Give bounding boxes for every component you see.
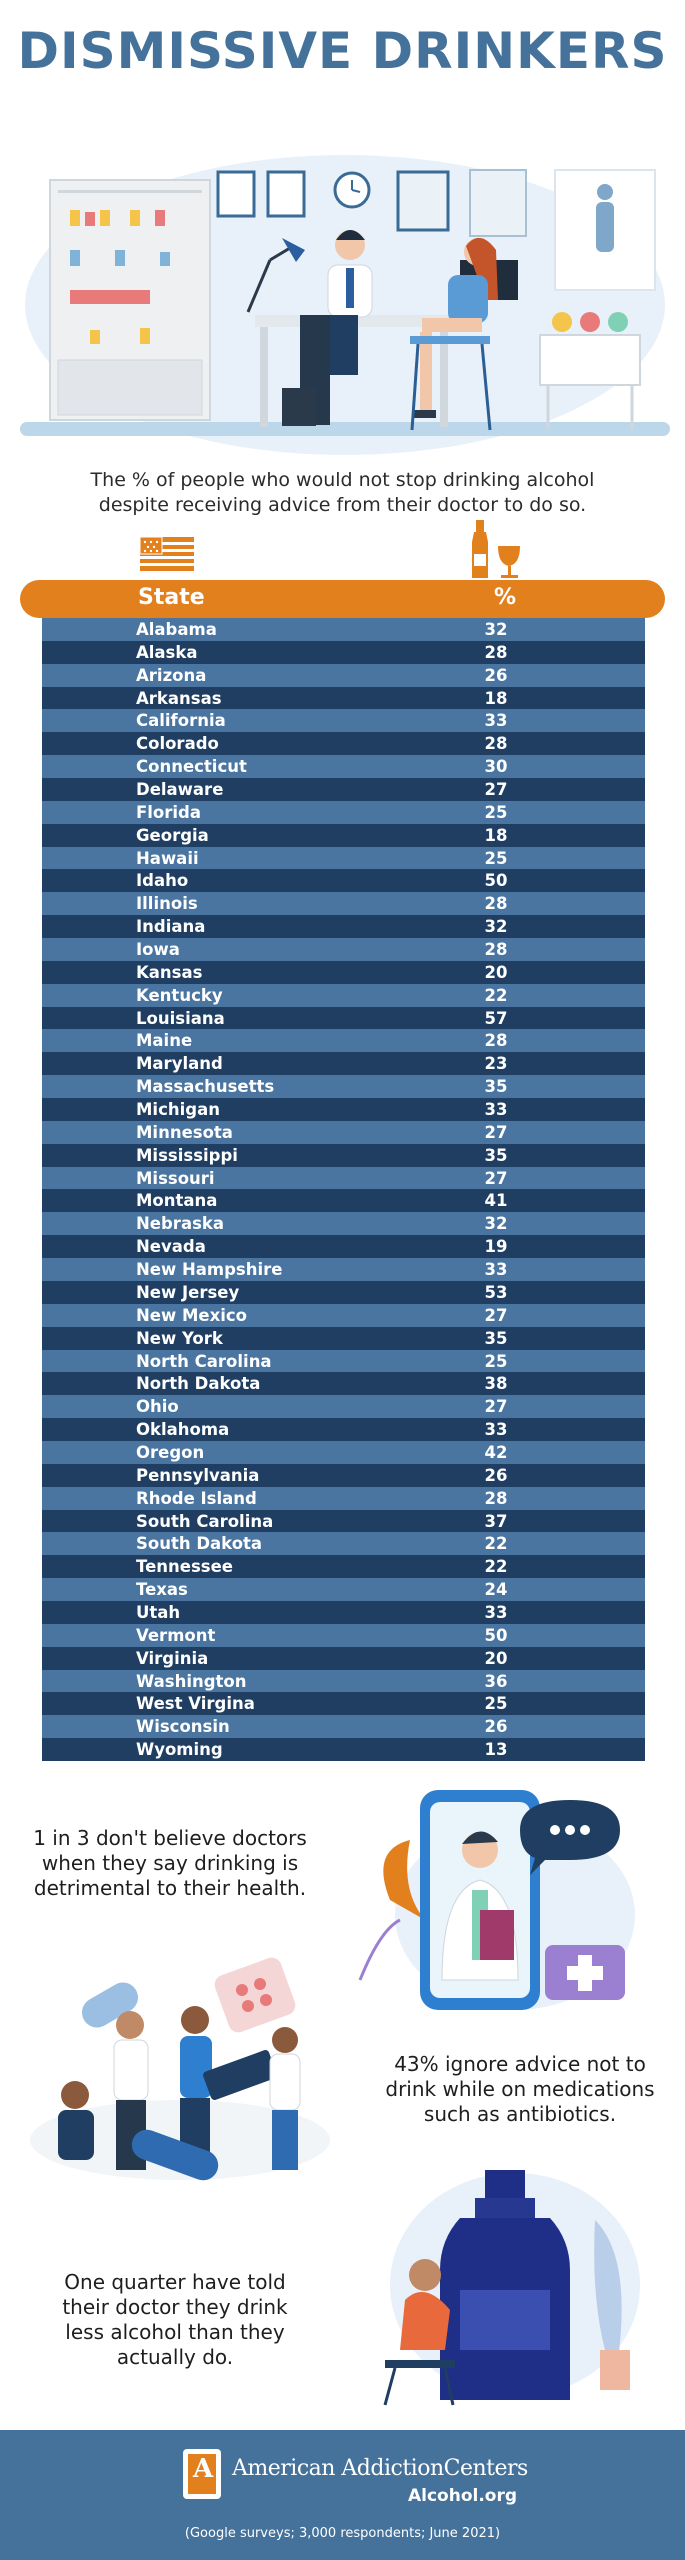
state-name: Georgia bbox=[136, 825, 209, 845]
state-name: Michigan bbox=[136, 1100, 220, 1120]
table-row bbox=[42, 1007, 645, 1030]
state-percent: 28 bbox=[484, 734, 508, 754]
state-percent: 27 bbox=[484, 1397, 508, 1417]
state-percent: 30 bbox=[484, 757, 508, 777]
sub-brand: Alcohol.org bbox=[408, 2486, 518, 2506]
table-row bbox=[42, 664, 645, 687]
header-percent: % bbox=[493, 585, 517, 610]
table-row bbox=[42, 801, 645, 824]
state-percent: 27 bbox=[484, 780, 508, 800]
state-percent: 26 bbox=[484, 1465, 508, 1485]
state-percent: 33 bbox=[484, 1420, 508, 1440]
state-name: Ohio bbox=[136, 1397, 179, 1417]
brand-name: American AddictionCenters bbox=[232, 2456, 528, 2481]
state-name: Alaska bbox=[136, 642, 198, 662]
state-name: Maine bbox=[136, 1031, 193, 1051]
table-row bbox=[42, 1281, 645, 1304]
state-percent: 20 bbox=[484, 962, 508, 982]
fact-3: One quarter have told their doctor they drink less alcohol than they actually do. bbox=[62, 2270, 288, 2369]
state-name: New Jersey bbox=[136, 1282, 240, 1302]
state-percent: 32 bbox=[484, 620, 508, 639]
table-row bbox=[42, 1441, 645, 1464]
state-name: Rhode Island bbox=[136, 1488, 257, 1508]
table-row bbox=[42, 984, 645, 1007]
table-row bbox=[42, 732, 645, 755]
table-row bbox=[42, 1418, 645, 1441]
table-row bbox=[42, 938, 645, 961]
state-percent: 25 bbox=[484, 1694, 508, 1714]
fact-2: 43% ignore advice not to drink while on medications such as antibiotics. bbox=[385, 2052, 655, 2126]
state-percent: 57 bbox=[484, 1008, 508, 1028]
doctor-phone-illustration bbox=[330, 1780, 660, 2020]
state-name: Illinois bbox=[136, 894, 198, 914]
state-percent: 33 bbox=[484, 711, 508, 731]
state-name: Colorado bbox=[136, 734, 219, 754]
state-percent: 28 bbox=[484, 642, 508, 662]
logo-letter: A bbox=[193, 2454, 214, 2484]
table-row bbox=[42, 1670, 645, 1693]
table-row bbox=[42, 1372, 645, 1395]
state-percent: 35 bbox=[484, 1145, 508, 1165]
table-row bbox=[42, 1510, 645, 1533]
state-name: Wisconsin bbox=[136, 1717, 230, 1737]
footer bbox=[0, 2430, 685, 2560]
state-name: Utah bbox=[136, 1602, 181, 1622]
table-row bbox=[42, 1075, 645, 1098]
state-name: South Carolina bbox=[136, 1511, 274, 1531]
table-row bbox=[42, 961, 645, 984]
state-table bbox=[42, 618, 645, 1761]
state-name: South Dakota bbox=[136, 1534, 263, 1554]
table-row bbox=[42, 1487, 645, 1510]
fact-1: 1 in 3 don't believe doctors when they say drinking is detrimental to their health. bbox=[33, 1826, 307, 1900]
state-percent: 22 bbox=[484, 1534, 508, 1554]
state-name: Mississippi bbox=[136, 1145, 238, 1165]
state-percent: 32 bbox=[484, 1214, 508, 1234]
state-name: Alabama bbox=[136, 620, 217, 639]
state-name: Missouri bbox=[136, 1168, 215, 1188]
state-percent: 36 bbox=[484, 1671, 508, 1691]
state-percent: 25 bbox=[484, 802, 508, 822]
table-row bbox=[42, 1029, 645, 1052]
table-row bbox=[42, 1235, 645, 1258]
state-percent: 22 bbox=[484, 985, 508, 1005]
state-name: Maryland bbox=[136, 1054, 223, 1074]
table-row bbox=[42, 618, 645, 641]
drinks-icon bbox=[468, 520, 524, 580]
state-percent: 33 bbox=[484, 1260, 508, 1280]
table-row bbox=[42, 1601, 645, 1624]
state-percent: 27 bbox=[484, 1122, 508, 1142]
state-name: Kansas bbox=[136, 962, 203, 982]
state-name: Tennessee bbox=[136, 1557, 233, 1577]
state-name: Nevada bbox=[136, 1237, 206, 1257]
table-row bbox=[42, 847, 645, 870]
state-name: Texas bbox=[136, 1580, 188, 1600]
table-row bbox=[42, 687, 645, 710]
state-name: Oregon bbox=[136, 1442, 205, 1462]
doctor-office-illustration bbox=[0, 100, 685, 460]
state-name: Louisiana bbox=[136, 1008, 225, 1028]
state-percent: 28 bbox=[484, 1031, 508, 1051]
table-row bbox=[42, 1121, 645, 1144]
table-row bbox=[42, 915, 645, 938]
state-name: Nebraska bbox=[136, 1214, 225, 1234]
state-percent: 18 bbox=[484, 688, 508, 708]
intro-text: The % of people who would not stop drinking alcohol despite receiving advice from their doctor to do so. bbox=[90, 469, 595, 516]
table-row bbox=[42, 709, 645, 732]
state-name: California bbox=[136, 711, 226, 731]
state-name: Minnesota bbox=[136, 1122, 233, 1142]
table-row bbox=[42, 1098, 645, 1121]
state-name: Washington bbox=[136, 1671, 247, 1691]
state-percent: 24 bbox=[484, 1580, 508, 1600]
table-header bbox=[20, 580, 665, 618]
table-row bbox=[42, 1327, 645, 1350]
state-percent: 50 bbox=[484, 1625, 508, 1645]
state-percent: 26 bbox=[484, 1717, 508, 1737]
state-name: Connecticut bbox=[136, 757, 247, 777]
state-name: Arkansas bbox=[136, 688, 222, 708]
liquor-bottle-illustration bbox=[365, 2160, 665, 2410]
table-row bbox=[42, 1350, 645, 1373]
state-name: Montana bbox=[136, 1191, 218, 1211]
state-percent: 33 bbox=[484, 1100, 508, 1120]
state-percent: 25 bbox=[484, 1351, 508, 1371]
table-row bbox=[42, 1212, 645, 1235]
state-percent: 33 bbox=[484, 1602, 508, 1622]
state-name: Massachusetts bbox=[136, 1077, 275, 1097]
table-row bbox=[42, 1692, 645, 1715]
state-name: Arizona bbox=[136, 665, 207, 685]
state-percent: 28 bbox=[484, 940, 508, 960]
table-row bbox=[42, 1738, 645, 1761]
state-percent: 50 bbox=[484, 871, 508, 891]
state-percent: 28 bbox=[484, 1488, 508, 1508]
table-row bbox=[42, 1624, 645, 1647]
state-name: Florida bbox=[136, 802, 202, 822]
state-name: Iowa bbox=[136, 940, 180, 960]
state-percent: 27 bbox=[484, 1168, 508, 1188]
state-percent: 18 bbox=[484, 825, 508, 845]
state-name: Kentucky bbox=[136, 985, 223, 1005]
state-name: New Hampshire bbox=[136, 1260, 283, 1280]
state-name: New York bbox=[136, 1328, 223, 1348]
state-name: Idaho bbox=[136, 871, 189, 891]
state-percent: 35 bbox=[484, 1328, 508, 1348]
state-percent: 38 bbox=[484, 1374, 508, 1394]
state-name: Delaware bbox=[136, 780, 224, 800]
state-name: North Carolina bbox=[136, 1351, 272, 1371]
state-percent: 35 bbox=[484, 1077, 508, 1097]
table-row bbox=[42, 1167, 645, 1190]
state-percent: 41 bbox=[484, 1191, 508, 1211]
table-row bbox=[42, 1555, 645, 1578]
state-name: Virginia bbox=[136, 1648, 209, 1668]
table-row bbox=[42, 1258, 645, 1281]
table-row bbox=[42, 1464, 645, 1487]
state-percent: 32 bbox=[484, 917, 508, 937]
us-flag-icon bbox=[140, 535, 194, 575]
state-name: Wyoming bbox=[136, 1740, 223, 1760]
people-pills-illustration bbox=[20, 1950, 340, 2200]
state-name: Oklahoma bbox=[136, 1420, 230, 1440]
survey-note: (Google surveys; 3,000 respondents; June 2021) bbox=[184, 2526, 501, 2541]
table-row bbox=[42, 1715, 645, 1738]
state-percent: 42 bbox=[484, 1442, 508, 1462]
page-title: DISMISSIVE DRINKERS bbox=[17, 22, 668, 80]
state-name: West Virgina bbox=[136, 1694, 255, 1714]
table-row bbox=[42, 778, 645, 801]
state-name: Indiana bbox=[136, 917, 206, 937]
state-percent: 20 bbox=[484, 1648, 508, 1668]
table-row bbox=[42, 1144, 645, 1167]
state-name: North Dakota bbox=[136, 1374, 261, 1394]
state-percent: 26 bbox=[484, 665, 508, 685]
state-percent: 27 bbox=[484, 1305, 508, 1325]
table-row bbox=[42, 1189, 645, 1212]
state-percent: 23 bbox=[484, 1054, 508, 1074]
table-row bbox=[42, 641, 645, 664]
state-percent: 25 bbox=[484, 848, 508, 868]
state-percent: 19 bbox=[484, 1237, 508, 1257]
state-name: Vermont bbox=[136, 1625, 216, 1645]
table-row bbox=[42, 1578, 645, 1601]
table-row bbox=[42, 1052, 645, 1075]
table-row bbox=[42, 892, 645, 915]
state-percent: 28 bbox=[484, 894, 508, 914]
table-row bbox=[42, 1532, 645, 1555]
table-row bbox=[42, 824, 645, 847]
state-name: New Mexico bbox=[136, 1305, 248, 1325]
state-percent: 37 bbox=[484, 1511, 508, 1531]
table-row bbox=[42, 1304, 645, 1327]
table-row bbox=[42, 869, 645, 892]
state-name: Hawaii bbox=[136, 848, 199, 868]
table-row bbox=[42, 755, 645, 778]
state-name: Pennsylvania bbox=[136, 1465, 260, 1485]
table-row bbox=[42, 1395, 645, 1418]
state-percent: 22 bbox=[484, 1557, 508, 1577]
header-state: State bbox=[138, 585, 205, 610]
table-row bbox=[42, 1647, 645, 1670]
state-percent: 13 bbox=[484, 1740, 508, 1760]
state-percent: 53 bbox=[484, 1282, 508, 1302]
